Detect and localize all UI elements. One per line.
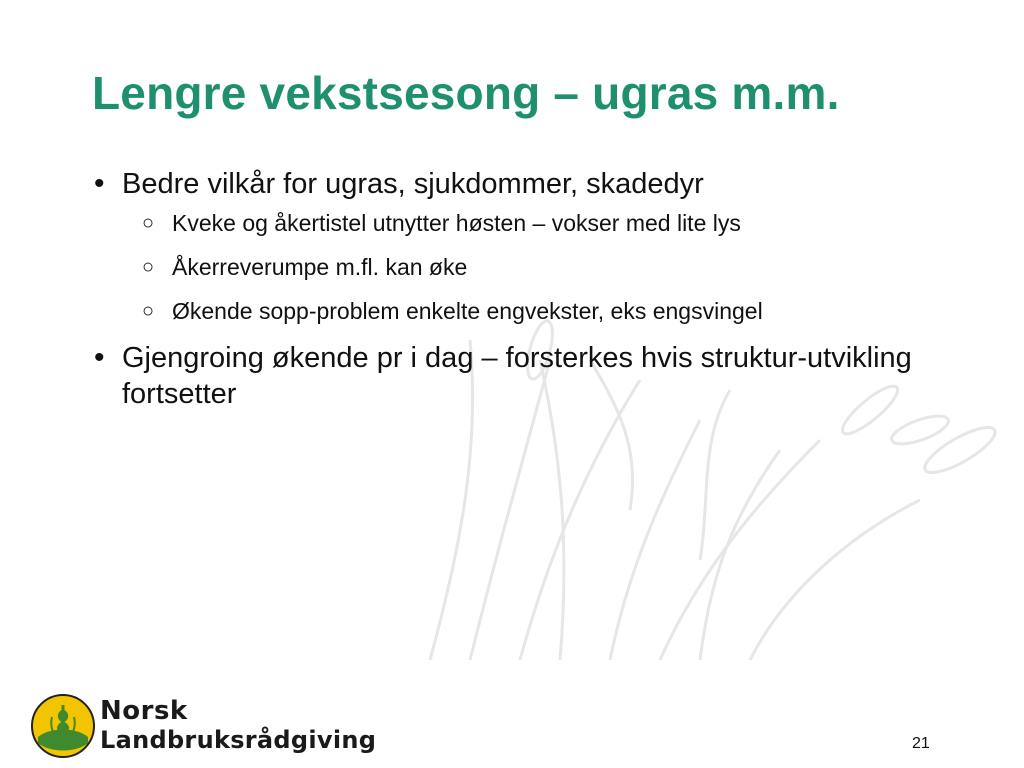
sub-bullet-text: Åkerreverumpe m.fl. kan øke [172,254,468,280]
sub-bullet-ring-icon: ○ [142,256,155,278]
sub-bullet-ring-icon: ○ [142,300,155,322]
bullet-list [94,166,954,418]
sub-bullet-text: Økende sopp-problem enkelte engvekster, eks engsvingel [172,298,763,324]
logo-wordmark [100,697,376,755]
sub-bullet-item [122,252,954,282]
company-logo [30,693,375,761]
sub-bullet-text: Kveke og åkertistel utnytter høsten – vokser med lite lys [172,210,741,236]
bullet-item [94,340,954,412]
bullet-text: Bedre vilkår for ugras, sjukdommer, skadedyr [122,168,704,200]
wheat-emblem-icon [30,693,96,759]
sub-bullet-item [122,296,954,326]
bullet-dot-icon: • [94,167,105,200]
page-number: 21 [912,735,930,752]
bullet-item [94,166,954,326]
bullet-text: Gjengroing økende pr i dag – forsterkes hvis struktur-utvikling fortsetter [122,342,912,410]
bullet-dot-icon: • [94,341,105,374]
slide-title: Lengre vekstsesong – ugras m.m. [92,67,840,119]
sub-bullet-item [122,208,954,238]
sub-bullet-ring-icon: ○ [142,212,155,234]
sub-bullet-list [122,208,954,326]
logo-line-2: Landbruksrådgiving [100,726,377,754]
logo-line-1: Norsk [100,696,188,726]
